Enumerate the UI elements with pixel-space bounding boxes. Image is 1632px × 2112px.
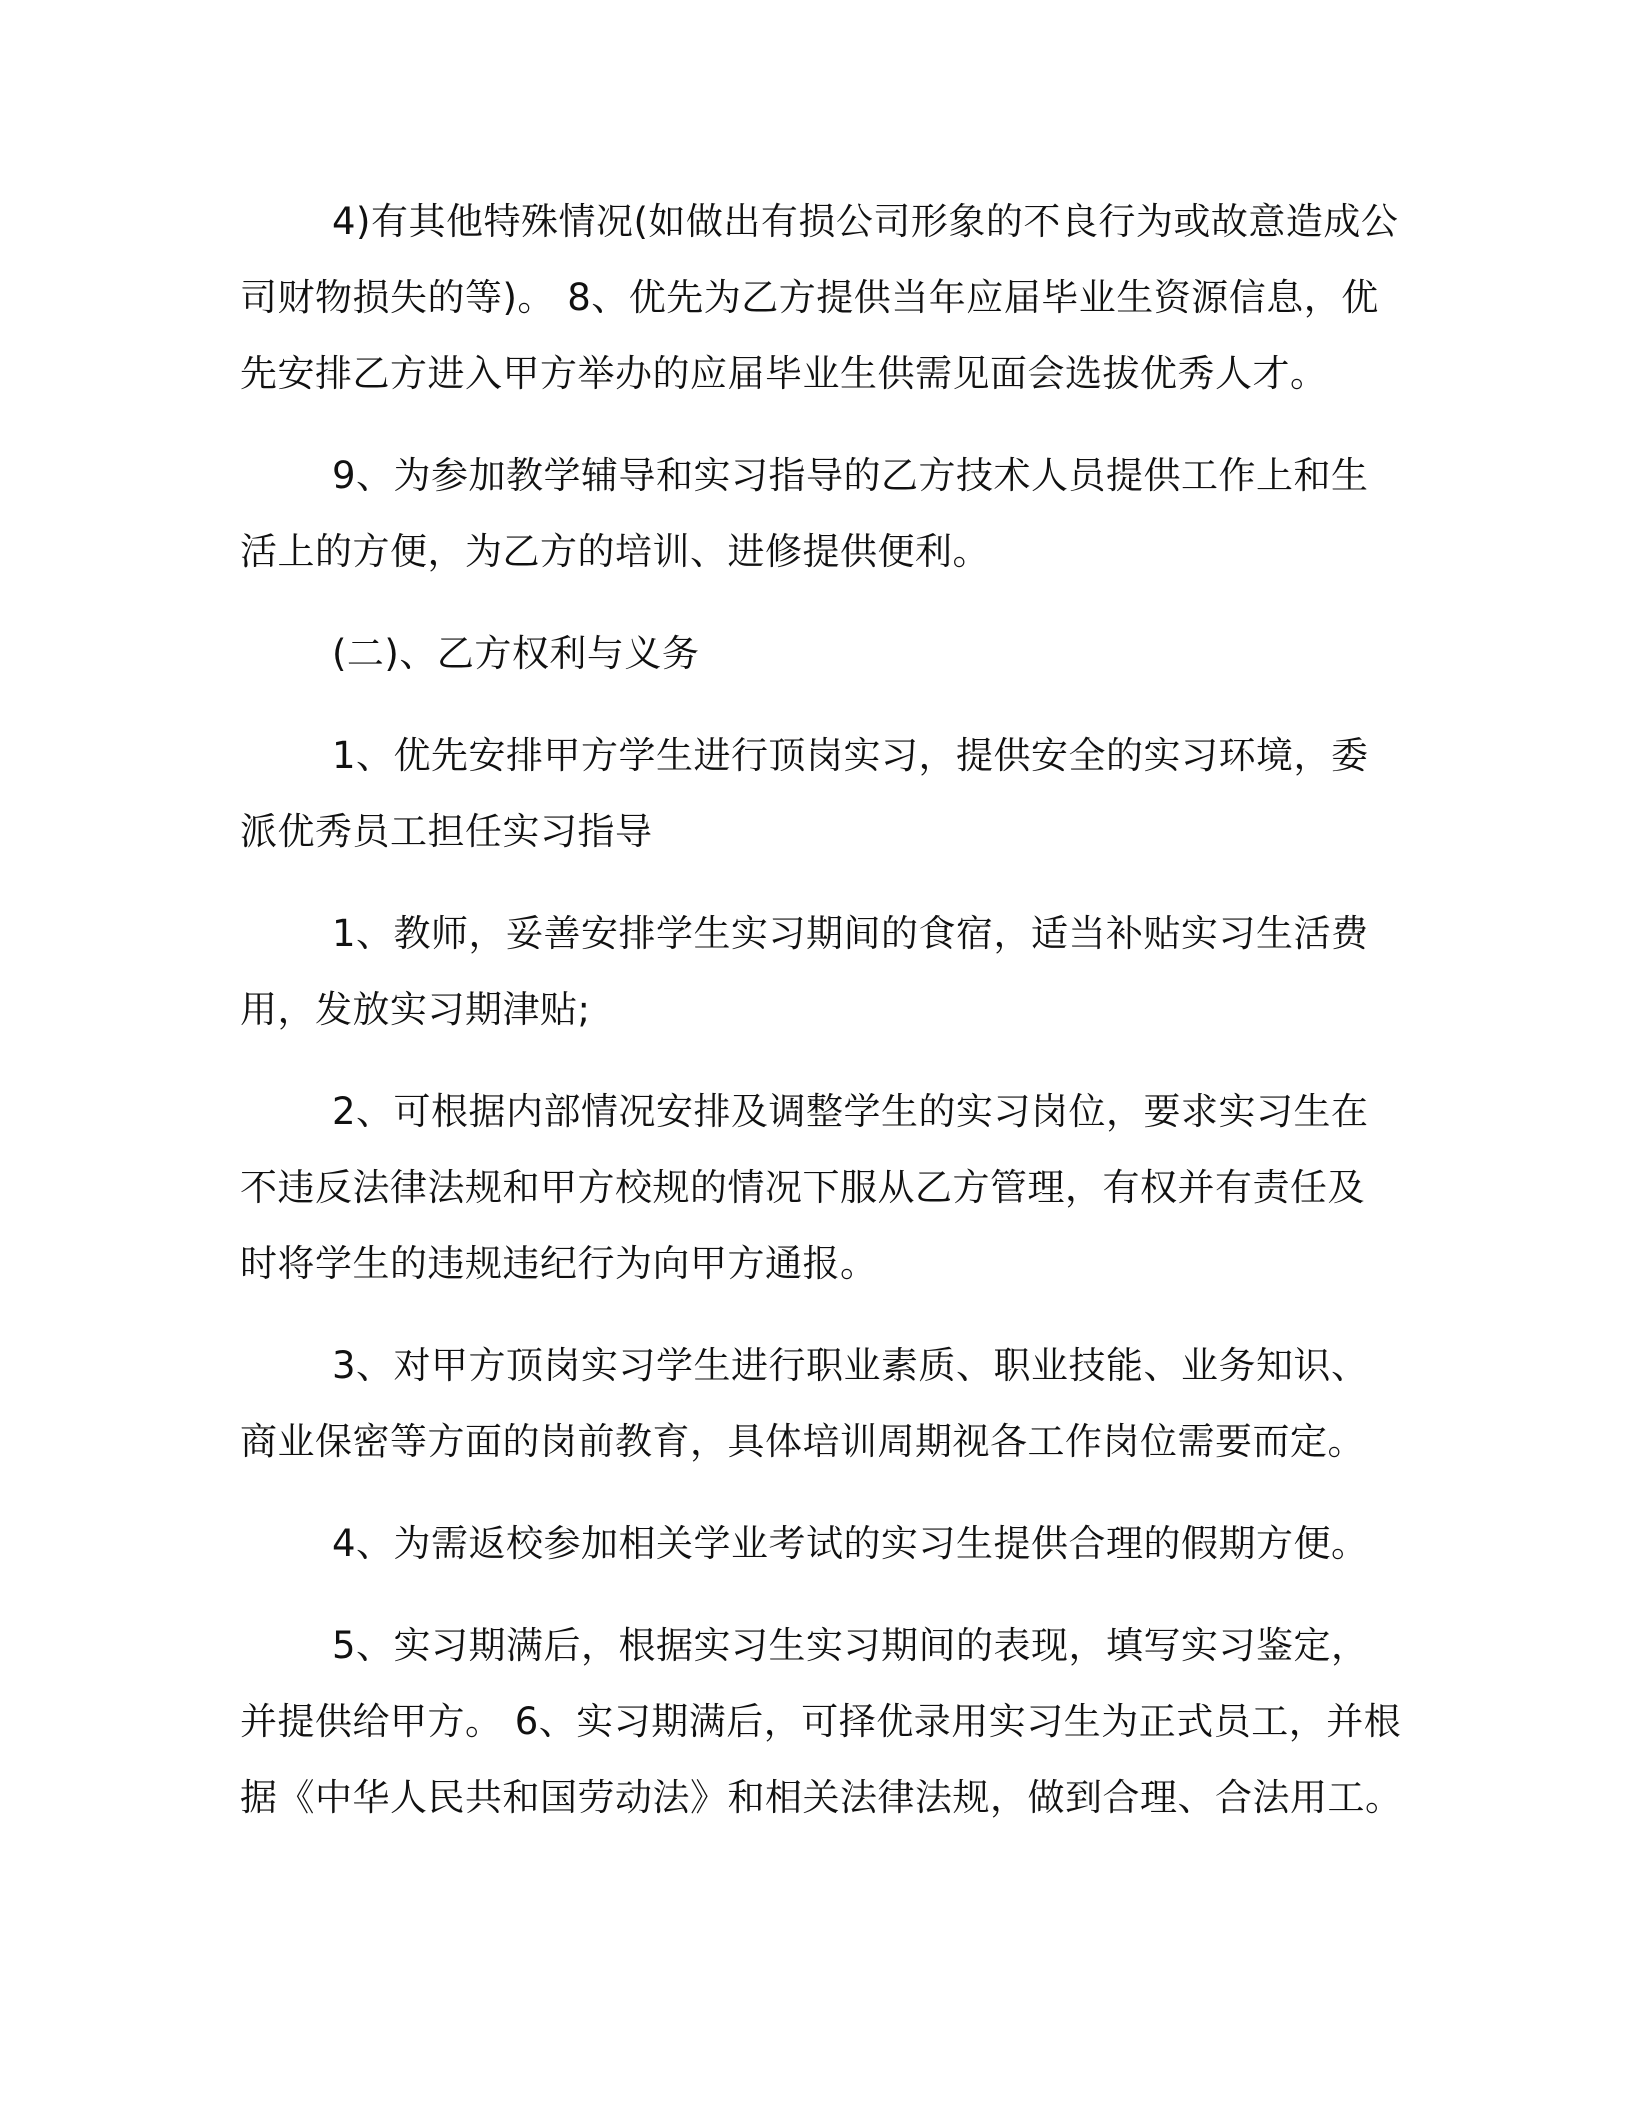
text-line: 用，发放实习期津贴; [240,988,591,1031]
text-line: 据《中华人民共和国劳动法》和相关法律法规，做到合理、合法用工。 [240,1776,1403,1819]
text-line: 活上的方便，为乙方的培训、进修提供便利。 [240,530,990,573]
paragraph-item-9 [240,438,1390,590]
text-line: 不违反法律法规和甲方校规的情况下服从乙方管理，有权并有责任及 [240,1166,1365,1209]
document-body [240,184,1403,1862]
text-line: 并提供给甲方。 6、实习期满后，可择优录用实习生为正式员工，并根 [240,1700,1402,1743]
section-heading-text: (二)、乙方权利与义务 [332,632,700,675]
text-line: 4、为需返校参加相关学业考试的实习生提供合理的假期方便。 [332,1522,1369,1565]
paragraph-item-4-special-cases [240,184,1399,412]
paragraph-b-item-2 [240,1074,1390,1302]
text-line: 时将学生的违规违纪行为向甲方通报。 [240,1242,878,1285]
section-heading-party-b-rights [240,616,1390,692]
paragraph-b-item-4 [240,1506,1390,1582]
text-line: 派优秀员工担任实习指导 [240,810,653,853]
text-line: 9、为参加教学辅导和实习指导的乙方技术人员提供工作上和生 [332,454,1369,497]
paragraph-b-item-3 [240,1328,1390,1480]
text-line: 5、实习期满后，根据实习生实习期间的表现，填写实习鉴定， [332,1624,1369,1667]
paragraph-b-item-1-teacher [240,896,1390,1048]
text-line: 1、教师，妥善安排学生实习期间的食宿，适当补贴实习生活费 [332,912,1369,955]
text-line: 1、优先安排甲方学生进行顶岗实习，提供安全的实习环境，委 [332,734,1369,777]
text-line: 司财物损失的等)。 8、优先为乙方提供当年应届毕业生资源信息，优 [240,276,1379,319]
paragraph-b-item-5-6 [240,1608,1403,1836]
text-line: 先安排乙方进入甲方举办的应届毕业生供需见面会选拔优秀人才。 [240,352,1328,395]
text-line: 2、可根据内部情况安排及调整学生的实习岗位，要求实习生在 [332,1090,1369,1133]
paragraph-b-item-1 [240,718,1390,870]
text-line: 商业保密等方面的岗前教育，具体培训周期视各工作岗位需要而定。 [240,1420,1365,1463]
text-line: 3、对甲方顶岗实习学生进行职业素质、职业技能、业务知识、 [332,1344,1369,1387]
text-line: 4)有其他特殊情况(如做出有损公司形象的不良行为或故意造成公 [332,200,1399,243]
